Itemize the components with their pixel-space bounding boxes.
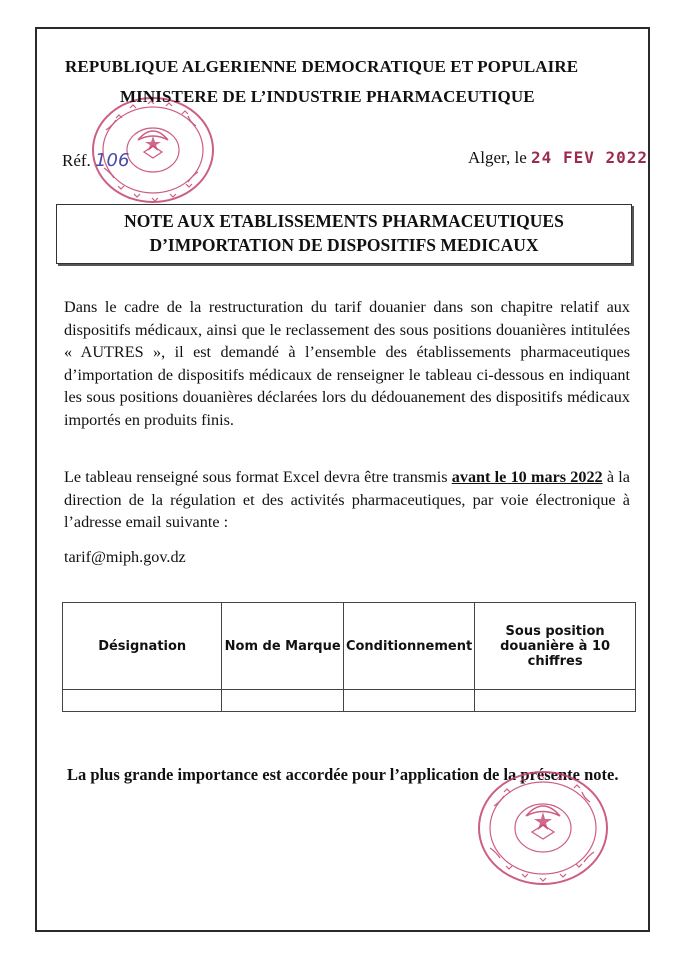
table-cell	[475, 690, 636, 712]
closing-statement: La plus grande importance est accordée pour l’application de la présente note.	[67, 765, 619, 784]
instructions-end: à la direction de la régulation et des activités pharmaceutiques, par voie électronique à l’adresse email suivante :	[64, 468, 630, 532]
ministry-header: MINISTERE DE L’INDUSTRIE PHARMACEUTIQUE	[120, 87, 535, 106]
contact-email: tarif@miph.gov.dz	[64, 548, 186, 566]
col-header-brand: Nom de Marque	[222, 603, 344, 690]
paragraph-instructions	[64, 466, 630, 534]
table-header-row	[63, 603, 636, 690]
date-prefix: Alger, le	[468, 148, 527, 167]
table-cell	[343, 690, 474, 712]
republic-header: REPUBLIQUE ALGERIENNE DEMOCRATIQUE ET POPULAIRE	[65, 57, 579, 76]
table-cell	[63, 690, 222, 712]
reference-line	[62, 150, 129, 171]
reference-label: Réf.	[62, 151, 91, 170]
note-title-line1: NOTE AUX ETABLISSEMENTS PHARMACEUTIQUES	[124, 211, 564, 231]
col-header-designation: Désignation	[63, 603, 222, 690]
table-cell	[222, 690, 344, 712]
table-row	[63, 690, 636, 712]
reference-number: 106	[95, 150, 130, 171]
paragraph-context: Dans le cadre de la restructuration du tarif douanier dans son chapitre relatif aux dispositifs médicaux, ainsi que le reclassement des sous positions douanières intitulées « AUTRES », il est demandé à l’ensemble des établissements pharmaceutiques d’importation de dispositifs médicaux de renseigner le tableau ci-dessous en indiquant les sous positions douanières déclarées lors du dédouanement des dispositifs médicaux importés en produits finis.	[64, 298, 630, 429]
deadline: avant le 10 mars 2022	[451, 468, 603, 486]
col-header-customs-subposition: Sous position douanière à 10 chiffres	[475, 603, 636, 690]
official-seal-stamp-bottom	[470, 762, 616, 892]
date-line	[468, 148, 648, 168]
note-title-box	[56, 204, 632, 264]
date-stamp: 24 FEV 2022	[531, 148, 649, 167]
note-title-line2: D’IMPORTATION DE DISPOSITIFS MEDICAUX	[149, 235, 539, 255]
declaration-table	[62, 602, 636, 712]
instructions-start: Le tableau renseigné sous format Excel devra être transmis	[64, 468, 452, 486]
col-header-packaging: Conditionnement	[343, 603, 474, 690]
